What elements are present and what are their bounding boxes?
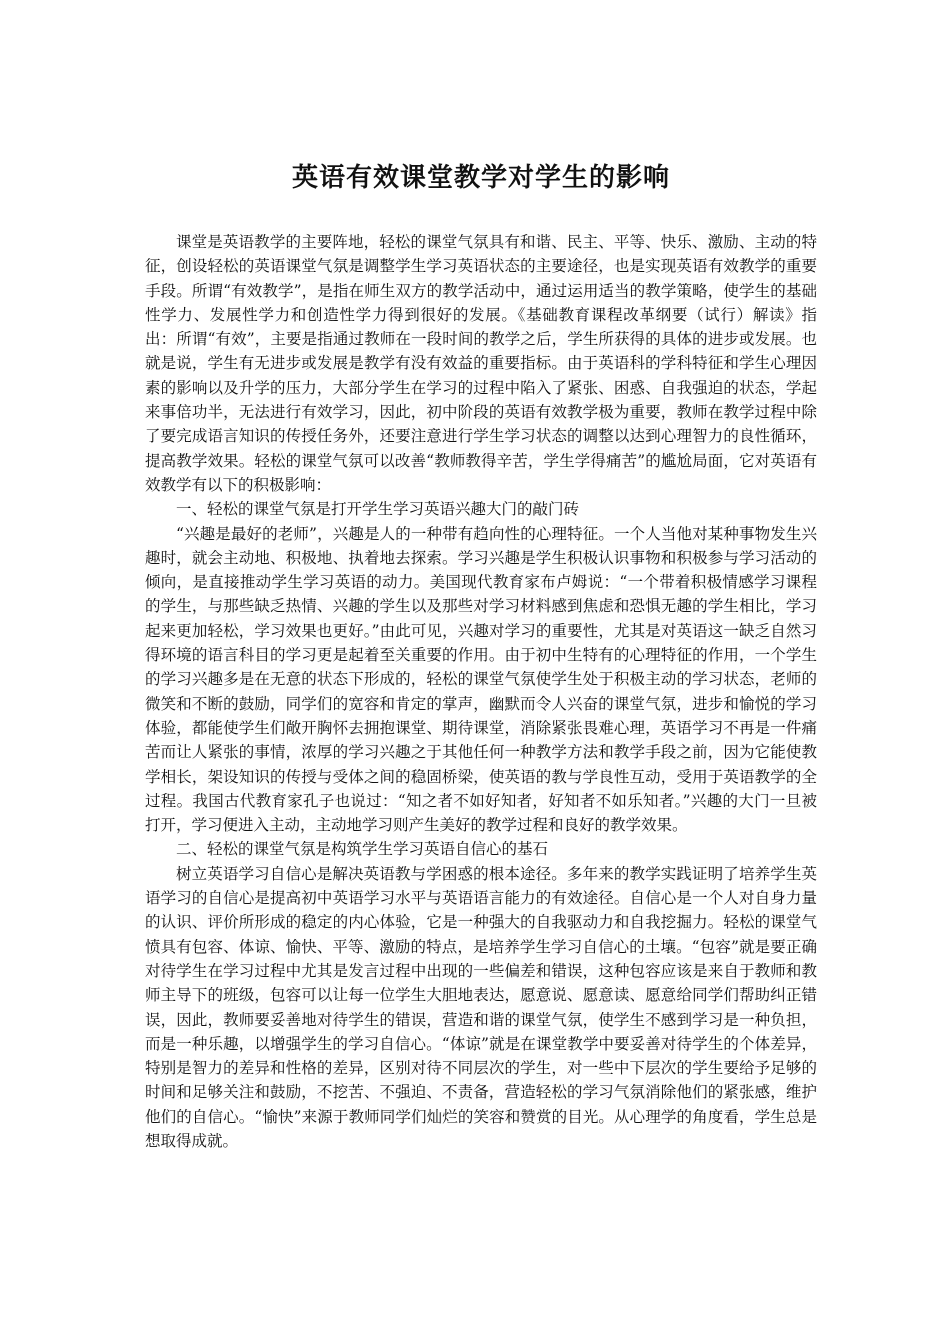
paragraph-section-2: 树立英语学习自信心是解决英语教与学困惑的根本途径。多年来的教学实践证明了培养学生英语学习的自信心是提高初中英语学习水平与英语语言能力的有效途径。自信心是一个人对自身力量的认识、评价所形成的稳定的内心体验，它是一种强大的自我驱动力和自我挖掘力。轻松的课堂气愤具有包容、体谅、愉快、平等、激励的特点，是培养学生学习自信心的土壤。“包容”就是要正确对待学生在学习过程中尤其是发言过程中出现的一些偏差和错误，这种包容应该是来自于教师和教师主导下的班级，包容可以让每一位学生大胆地表达，愿意说、愿意读、愿意给同学们帮助纠正错误，因此，教师要妥善地对待学生的错误，营造和谐的课堂气氛，使学生不感到学习是一种负担，而是一种乐趣，以增强学生的学习自信心。“体谅”就是在课堂教学中要妥善对待学生的个体差异，特别是智力的差异和性格的差异，区别对待不同层次的学生，对一些中下层次的学生要给予足够的时间和足够关注和鼓励，不挖苦、不强迫、不责备，营造轻松的学习气氛消除他们的紧张感，维护他们的自信心。“愉快”来源于教师同学们灿烂的笑容和赞赏的目光。从心理学的角度看，学生总是想取得成就。 bbox=[145, 864, 817, 1150]
section-heading-1: 一、轻松的课堂气氛是打开学生学习英语兴趣大门的敲门砖 bbox=[176, 500, 580, 519]
section-heading-2: 二、轻松的课堂气氛是构筑学生学习英语自信心的基石 bbox=[176, 840, 549, 859]
paragraph-section-1: “兴趣是最好的老师”，兴趣是人的一种带有趋向性的心理特征。一个人当他对某种事物发生兴趣时，就会主动地、积极地、执着地去探索。学习兴趣是学生积极认识事物和积极参与学习活动的倾向，是直接推动学生学习英语的动力。美国现代教育家布卢姆说：“一个带着积极情感学习课程的学生，与那些缺乏热情、兴趣的学生以及那些对学习材料感到焦虑和恐惧无趣的学生相比，学习起来更加轻松，学习效果也更好。”由此可见，兴趣对学习的重要性，尤其是对英语这一缺乏自然习得环境的语言科目的学习更是起着至关重要的作用。由于初中生特有的心理特征的作用，一个学生的学习兴趣多是在无意的状态下形成的，轻松的课堂气氛使学生处于积极主动的学习状态，老师的微笑和不断的鼓励，同学们的宽容和肯定的掌声，幽默而令人兴奋的课堂气氛，进步和愉悦的学习体验，都能使学生们敞开胸怀去拥抱课堂、期待课堂，消除紧张畏难心理，英语学习不再是一件痛苦而让人紧张的事情，浓厚的学习兴趣之于其他任何一种教学方法和教学手段之前，因为它能使教学相长，架设知识的传授与受体之间的稳固桥梁，使英语的教与学良性互动，受用于英语教学的全过程。我国古代教育家孔子也说过：“知之者不如好知者，好知者不如乐知者。”兴趣的大门一旦被打开，学习便进入主动，主动地学习则产生美好的教学过程和良好的教学效果。 bbox=[145, 524, 817, 835]
paragraph-intro: 课堂是英语教学的主要阵地，轻松的课堂气氛具有和谐、民主、平等、快乐、激励、主动的特征，创设轻松的英语课堂气氛是调整学生学习英语状态的主要途径，也是实现英语有效教学的重要手段。所谓“有效教学”，是指在师生双方的教学活动中，通过运用适当的教学策略，使学生的基础性学力、发展性学力和创造性学力得到很好的发展。《基础教育课程改革纲要（试行）解读》指出：所谓“有效”，主要是指通过教师在一段时间的教学之后，学生所获得的具体的进步或发展。也就是说，学生有无进步或发展是教学有没有效益的重要指标。由于英语科的学科特征和学生心理因素的影响以及升学的压力，大部分学生在学习的过程中陷入了紧张、困惑、自我强迫的状态，学起来事倍功半，无法进行有效学习，因此，初中阶段的英语有效教学极为重要，教师在教学过程中除了要完成语言知识的传授任务外，还要注意进行学生学习状态的调整以达到心理智力的良性循环，提高教学效果。轻松的课堂气氛可以改善“教师教得辛苦，学生学得痛苦”的尴尬局面，它对英语有效教学有以下的积极影响： bbox=[145, 233, 817, 494]
document-body bbox=[145, 230, 817, 1153]
document-title: 英语有效课堂教学对学生的影响 bbox=[291, 163, 670, 193]
